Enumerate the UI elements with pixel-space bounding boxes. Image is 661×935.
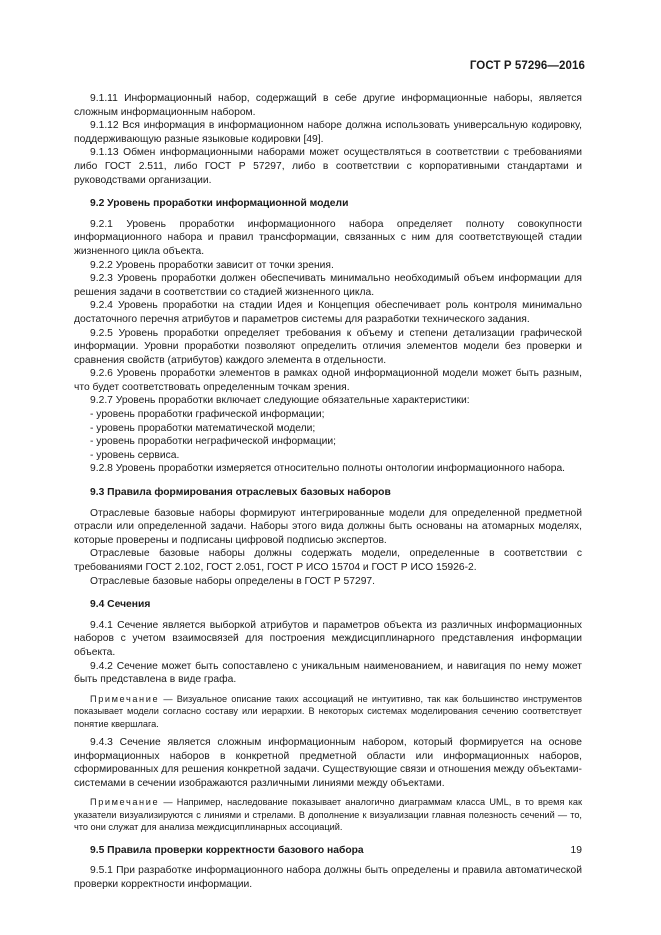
- note: [74, 693, 582, 730]
- section-heading: 9.5 Правила проверки корректности базового набора: [90, 844, 364, 856]
- paragraph: 9.2.5 Уровень проработки определяет требования к объему и степени детализации графической информации. Уровни проработки позволяют определить отличия элементов модели без проверки и сравнения свойств (атрибутов) каждого элемента в отдельности.: [74, 327, 582, 366]
- paragraph: 9.1.12 Вся информация в информационном наборе должна использовать универсальную кодировку, поддерживающую разные языковые кодировки [49].: [74, 120, 582, 145]
- paragraph: 9.4.2 Сечение может быть сопоставлено с уникальным наименованием, и навигация по нему может быть представлена в виде графа.: [74, 660, 582, 686]
- paragraph: 9.4.1 Сечение является выборкой атрибутов и параметров объекта из различных информационных наборов с учетом взаимосвязей для построения междисциплинарного представления информации объекта.: [74, 619, 582, 658]
- section-heading: 9.4 Сечения: [90, 599, 151, 611]
- paragraph: 9.1.11 Информационный набор, содержащий в себе другие информационные наборы, является сложным информационным набором.: [74, 93, 582, 118]
- document-body: [74, 92, 582, 891]
- paragraph: 9.1.13 Обмен информационными наборами может осуществляться в соответствии с требованиями либо ГОСТ 2.511, либо ГОСТ Р 57297, либо в соответствии с корпоративными стандартами и руководствами организации.: [74, 147, 582, 186]
- paragraph: - уровень проработки графической информации;: [90, 409, 325, 421]
- note-text: — Например, наследование показывает аналогично диаграммам класса UML, в то время как указатели визуализируются с линиями и стрелами. В дополнение к визуализации главная полезность сечений — то, что они служат для анализа междисциплинарных ассоциаций.: [74, 797, 582, 833]
- paragraph: - уровень сервиса.: [90, 449, 180, 461]
- section-heading: 9.2 Уровень проработки информационной модели: [90, 198, 349, 210]
- paragraph: - уровень проработки математической модели;: [90, 422, 316, 434]
- note-text: — Визуальное описание таких ассоциаций не интуитивно, так как большинство инструментов показывает модели согласно составу или иерархии. В некоторых системах моделирования сечению соответствует понятие квершлага.: [74, 693, 582, 729]
- note: [74, 796, 582, 833]
- paragraph: 9.2.8 Уровень проработки измеряется относительно полноты онтологии информационного набора.: [90, 463, 566, 475]
- paragraph: 9.2.1 Уровень проработки информационного набора определяет полноту совокупности информационного набора и правил трансформации, связанных с ним для соответствующей стадии жизненного цикла объекта.: [74, 218, 582, 257]
- paragraph: 9.4.3 Сечение является сложным информационным набором, который формируется на основе информационных наборов в конкретной предметной области или информационных наборов, сформированных для решения конкретной задачи. Существующие связи и отношения между объектами-системами в сечении изображаются различными линиями между объектами.: [74, 736, 582, 789]
- document-header: ГОСТ Р 57296—2016: [469, 60, 585, 72]
- paragraph: Отраслевые базовые наборы определены в ГОСТ Р 57297.: [90, 575, 376, 587]
- paragraph: - уровень проработки неграфической информации;: [90, 436, 336, 448]
- paragraph: 9.2.3 Уровень проработки должен обеспечивать минимально необходимый объем информации для решения задачи в соответствии со стадией жизненного цикла.: [74, 273, 582, 298]
- section-heading: 9.3 Правила формирования отраслевых базовых наборов: [90, 487, 391, 499]
- paragraph: 9.2.2 Уровень проработки зависит от точки зрения.: [90, 259, 334, 271]
- paragraph: 9.5.1 При разработке информационного набора должны быть определены и правила автоматической проверки корректности информации.: [74, 865, 582, 890]
- paragraph: Отраслевые базовые наборы должны содержать модели, определенные в соответствии с требованиями ГОСТ 2.102, ГОСТ 2.051, ГОСТ Р ИСО 15704 и ГОСТ Р ИСО 15926-2.: [74, 548, 582, 573]
- paragraph: 9.2.7 Уровень проработки включает следующие обязательные характеристики:: [90, 395, 470, 407]
- paragraph: 9.2.4 Уровень проработки на стадии Идея и Концепция обеспечивает роль контроля минимально достаточного перечня атрибутов и параметров системы для разработки технического задания.: [74, 300, 582, 325]
- page-number: 19: [570, 845, 582, 856]
- note-label: Примечание: [90, 797, 160, 808]
- paragraph: 9.2.6 Уровень проработки элементов в рамках одной информационной модели может быть разным, что будет соответствовать определенным точкам зрения.: [74, 368, 582, 393]
- note-label: Примечание: [90, 693, 160, 704]
- paragraph: Отраслевые базовые наборы формируют интегрированные модели для определенной предметной отрасли или определенной задачи. Наборы этого вида должны быть основаны на атомарных моделях, которые проверены и подписаны цифровой подписью экспертов.: [74, 507, 582, 546]
